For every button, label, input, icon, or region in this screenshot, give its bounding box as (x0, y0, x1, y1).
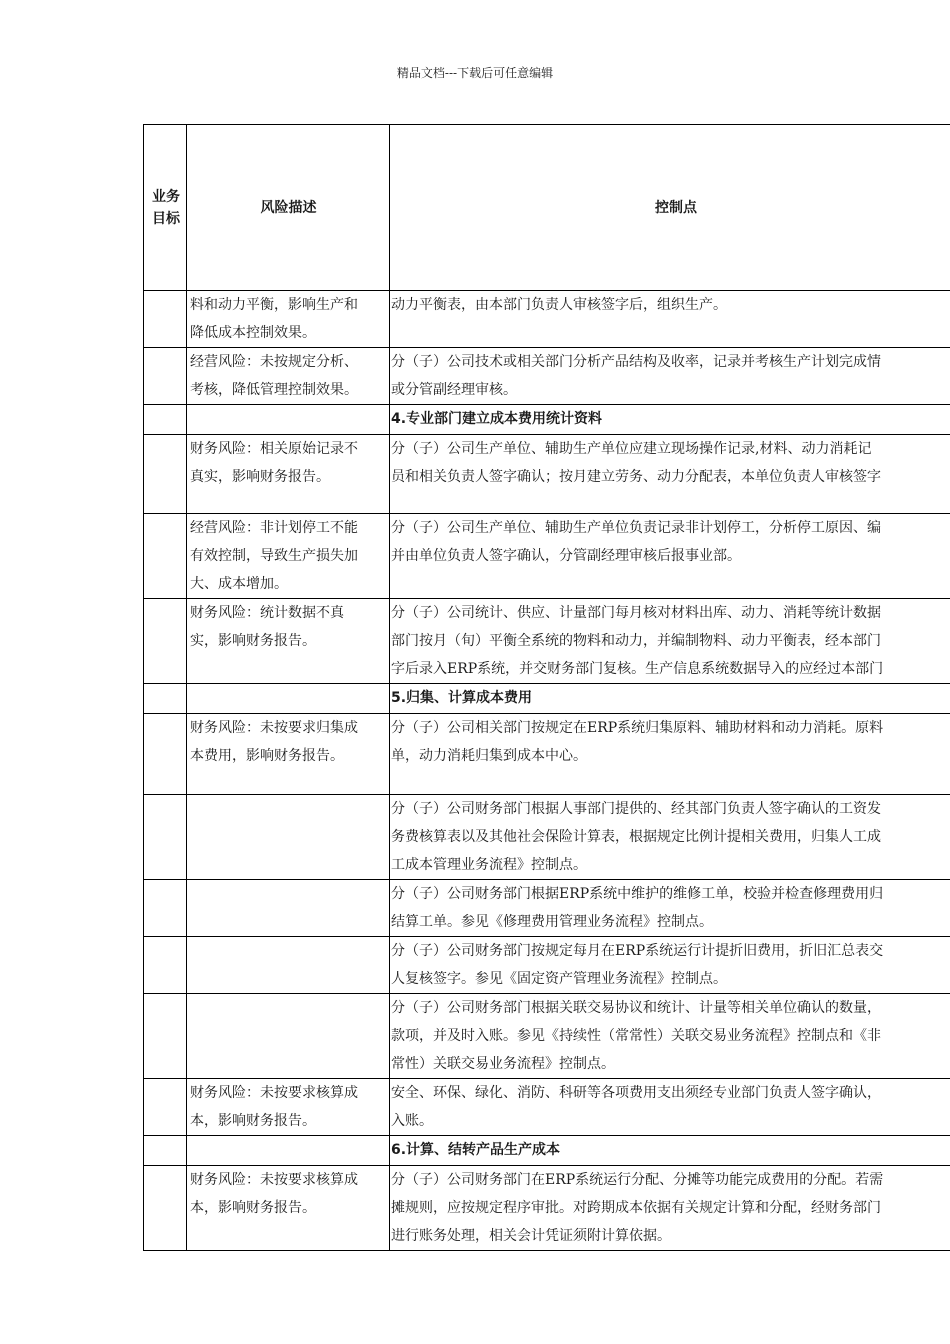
risk-line: 财务风险：未按要求归集成 (190, 720, 358, 736)
section-title (390, 1136, 950, 1166)
business-goal-cell (144, 405, 187, 435)
business-goal-cell (144, 435, 187, 514)
table-row (144, 291, 950, 348)
risk-line: 财务风险：相关原始记录不 (190, 441, 358, 457)
page-header: 精品文档---下载后可任意编辑 (396, 66, 554, 80)
table-row (144, 514, 950, 599)
risk-description-cell (187, 994, 390, 1079)
risk-description-cell (187, 514, 390, 599)
table-row (144, 994, 950, 1079)
control-point-cell (390, 514, 950, 599)
control-line: 安全、环保、绿化、消防、科研等各项费用支出须经专业部门负责人签字确认， (391, 1085, 881, 1101)
risk-description-cell (187, 795, 390, 880)
header-risk-description: 风险描述 (187, 125, 390, 291)
risk-description-cell (187, 684, 390, 714)
control-line: 进行账务处理，相关会计凭证须附计算依据。 (391, 1228, 671, 1244)
risk-line: 料和动力平衡，影响生产和 (190, 297, 358, 313)
table-row (144, 435, 950, 514)
section-row (144, 684, 950, 714)
control-line: 或分管副经理审核。 (391, 382, 517, 398)
table-row (144, 1166, 950, 1251)
business-goal-cell (144, 684, 187, 714)
risk-line: 本，影响财务报告。 (190, 1113, 316, 1129)
table-header-row (144, 125, 950, 291)
table-row (144, 1079, 950, 1136)
business-goal-cell (144, 795, 187, 880)
control-point-cell (390, 795, 950, 880)
control-line: 分（子）公司统计、供应、计量部门每月核对材料出库、动力、消耗等统计数据 (391, 605, 881, 621)
control-line: 字后录入ERP系统，并交财务部门复核。生产信息系统数据导入的应经过本部门 (391, 661, 884, 677)
table-row (144, 880, 950, 937)
control-line: 分（子）公司财务部门在ERP系统运行分配、分摊等功能完成费用的分配。若需 (391, 1172, 884, 1188)
table-row (144, 599, 950, 684)
control-line: 并由单位负责人签字确认，分管副经理审核后报事业部。 (391, 548, 741, 564)
risk-description-cell (187, 435, 390, 514)
control-point-cell (390, 291, 950, 348)
risk-description-cell (187, 348, 390, 405)
control-line: 分（子）公司财务部门根据ERP系统中维护的维修工单，校验并检查修理费用归 (391, 886, 884, 902)
table-row (144, 714, 950, 795)
risk-line: 降低成本控制效果。 (190, 325, 316, 341)
control-point-cell (390, 880, 950, 937)
risk-description-cell (187, 599, 390, 684)
section-title (390, 405, 950, 435)
risk-description-cell (187, 291, 390, 348)
control-line: 分（子）公司生产单位、辅助生产单位负责记录非计划停工，分析停工原因、编 (391, 520, 881, 536)
control-line: 结算工单。参见《修理费用管理业务流程》控制点。 (391, 914, 713, 930)
control-line: 分（子）公司财务部门根据人事部门提供的、经其部门负责人签字确认的工资发 (391, 801, 881, 817)
risk-line: 有效控制，导致生产损失加 (190, 548, 358, 564)
header-control-point: 控制点 (390, 125, 950, 291)
risk-line: 财务风险：统计数据不真 (190, 605, 344, 621)
business-goal-cell (144, 514, 187, 599)
risk-description-cell (187, 937, 390, 994)
section-row (144, 405, 950, 435)
table-row (144, 795, 950, 880)
business-goal-cell (144, 1079, 187, 1136)
control-line: 分（子）公司财务部门按规定每月在ERP系统运行计提折旧费用，折旧汇总表交 (391, 943, 884, 959)
risk-line: 大、成本增加。 (190, 576, 288, 592)
control-line: 部门按月（旬）平衡全系统的物料和动力，并编制物料、动力平衡表，经本部门 (391, 633, 881, 649)
section-title-text: 6.计算、结转产品生产成本 (391, 1142, 561, 1158)
risk-line: 真实，影响财务报告。 (190, 469, 330, 485)
risk-description-cell (187, 714, 390, 795)
business-goal-cell (144, 599, 187, 684)
risk-control-table (143, 124, 950, 1251)
control-line: 摊规则，应按规定程序审批。对跨期成本依据有关规定计算和分配，经财务部门 (391, 1200, 881, 1216)
control-point-cell (390, 994, 950, 1079)
business-goal-cell (144, 880, 187, 937)
risk-description-cell (187, 880, 390, 937)
business-goal-cell (144, 1136, 187, 1166)
control-point-cell (390, 435, 950, 514)
control-line: 分（子）公司相关部门按规定在ERP系统归集原料、辅助材料和动力消耗。原料 (391, 720, 884, 736)
section-title (390, 684, 950, 714)
risk-line: 经营风险：未按规定分析、 (190, 354, 358, 370)
control-point-cell (390, 937, 950, 994)
section-title-text: 4.专业部门建立成本费用统计资料 (391, 411, 603, 427)
risk-description-cell (187, 1136, 390, 1166)
control-point-cell (390, 714, 950, 795)
business-goal-cell (144, 937, 187, 994)
control-line: 务费核算表以及其他社会保险计算表，根据规定比例计提相关费用，归集人工成 (391, 829, 881, 845)
control-line: 工成本管理业务流程》控制点。 (391, 857, 587, 873)
risk-line: 本，影响财务报告。 (190, 1200, 316, 1216)
control-line: 动力平衡表，由本部门负责人审核签字后，组织生产。 (391, 297, 727, 313)
control-point-cell (390, 348, 950, 405)
business-goal-cell (144, 714, 187, 795)
control-line: 人复核签字。参见《固定资产管理业务流程》控制点。 (391, 971, 727, 987)
control-line: 单，动力消耗归集到成本中心。 (391, 748, 587, 764)
control-line: 员和相关负责人签字确认；按月建立劳务、动力分配表，本单位负责人审核签字 (391, 469, 881, 485)
control-point-cell (390, 1079, 950, 1136)
control-line: 款项，并及时入账。参见《持续性（常常性）关联交易业务流程》控制点和《非 (391, 1028, 881, 1044)
section-title-text: 5.归集、计算成本费用 (391, 690, 533, 706)
risk-description-cell (187, 1166, 390, 1251)
risk-line: 财务风险：未按要求核算成 (190, 1172, 358, 1188)
control-line: 常性）关联交易业务流程》控制点。 (391, 1056, 615, 1072)
risk-line: 财务风险：未按要求核算成 (190, 1085, 358, 1101)
business-goal-cell (144, 348, 187, 405)
control-line: 分（子）公司财务部门根据关联交易协议和统计、计量等相关单位确认的数量， (391, 1000, 881, 1016)
table-row (144, 937, 950, 994)
risk-line: 本费用，影响财务报告。 (190, 748, 344, 764)
control-point-cell (390, 1166, 950, 1251)
header-business-goal: 业务 目标 (144, 125, 187, 291)
control-line: 分（子）公司生产单位、辅助生产单位应建立现场操作记录,材料、动力消耗记 (391, 441, 872, 457)
business-goal-cell (144, 1166, 187, 1251)
business-goal-cell (144, 994, 187, 1079)
risk-line: 经营风险：非计划停工不能 (190, 520, 358, 536)
control-line: 入账。 (391, 1113, 433, 1129)
risk-line: 实，影响财务报告。 (190, 633, 316, 649)
table-row (144, 348, 950, 405)
risk-line: 考核，降低管理控制效果。 (190, 382, 358, 398)
business-goal-cell (144, 291, 187, 348)
control-point-cell (390, 599, 950, 684)
risk-description-cell (187, 1079, 390, 1136)
section-row (144, 1136, 950, 1166)
risk-description-cell (187, 405, 390, 435)
control-line: 分（子）公司技术或相关部门分析产品结构及收率，记录并考核生产计划完成情 (391, 354, 881, 370)
